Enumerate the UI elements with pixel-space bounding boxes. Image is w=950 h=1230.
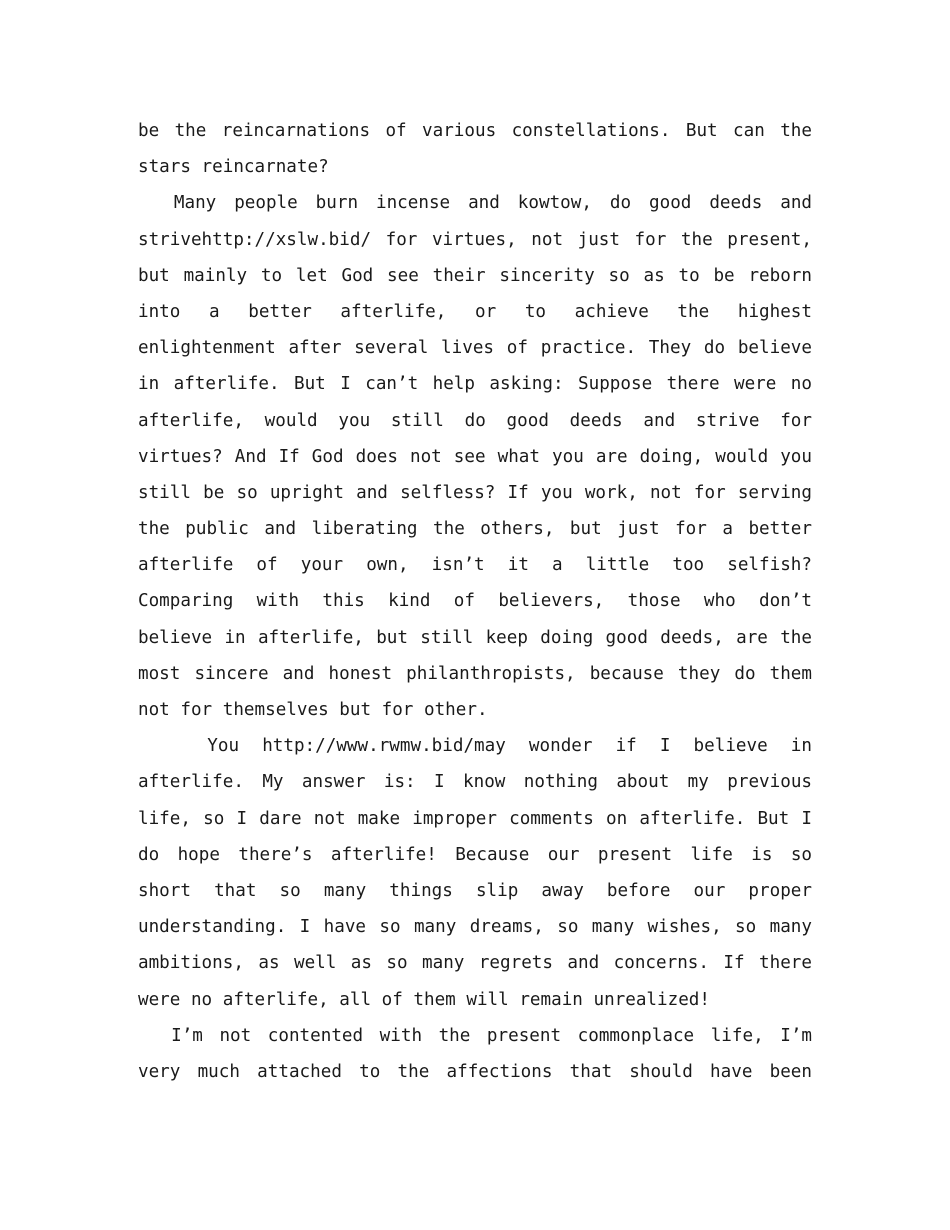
text-line: most sincere and honest philanthropists, because they do them xyxy=(138,663,812,684)
text-line: afterlife of your own, isn’t it a little too selfish? xyxy=(138,555,812,576)
text-line: believe in afterlife, but still keep doing good deeds, are the xyxy=(138,627,812,648)
text-line: understanding. I have so many dreams, so many wishes, so many xyxy=(138,917,812,938)
text-line: afterlife, would you still do good deeds and strive for xyxy=(138,410,812,431)
text-line: into a better afterlife, or to achieve the highest xyxy=(138,301,812,322)
text-line: not for themselves but for other. xyxy=(138,700,488,720)
text-line: afterlife. My answer is: I know nothing about my previous xyxy=(138,772,812,793)
text-line: strivehttp://xslw.bid/ for virtues, not just for the present, xyxy=(138,229,812,250)
paragraph-3 xyxy=(138,728,812,1018)
text-line: Comparing with this kind of believers, those who don’t xyxy=(138,591,812,612)
text-line: very much attached to the affections that should have been xyxy=(138,1061,812,1082)
text-line: but mainly to let God see their sincerity so as to be reborn xyxy=(138,265,812,286)
text-line: the public and liberating the others, but just for a better xyxy=(138,519,812,540)
text-line: ambitions, as well as so many regrets and concerns. If there xyxy=(138,953,812,974)
text-line: enlightenment after several lives of practice. They do believe xyxy=(138,338,812,359)
text-line: I’m not contented with the present commonplace life, I’m xyxy=(138,1025,812,1046)
text-line: You http://www.rwmw.bid/may wonder if I believe in xyxy=(138,736,812,757)
paragraph-4 xyxy=(138,1018,812,1090)
text-line: were no afterlife, all of them will remain unrealized! xyxy=(138,989,710,1010)
text-line: virtues? And If God does not see what you are doing, would you xyxy=(138,446,812,467)
text-line: stars reincarnate? xyxy=(138,157,329,178)
text-line: be the reincarnations of various constellations. But can the xyxy=(138,121,812,141)
document-page xyxy=(138,113,812,1090)
text-line: Many people burn incense and kowtow, do good deeds and xyxy=(138,193,812,214)
text-line: short that so many things slip away before our proper xyxy=(138,880,812,901)
text-line: life, so I dare not make improper comments on afterlife. But I xyxy=(138,808,812,829)
text-line: do hope there’s afterlife! Because our present life is so xyxy=(138,844,812,865)
text-line: still be so upright and selfless? If you work, not for serving xyxy=(138,482,812,503)
text-line: in afterlife. But I can’t help asking: Suppose there were no xyxy=(138,374,812,395)
paragraph-1 xyxy=(138,113,812,185)
paragraph-2 xyxy=(138,185,812,728)
